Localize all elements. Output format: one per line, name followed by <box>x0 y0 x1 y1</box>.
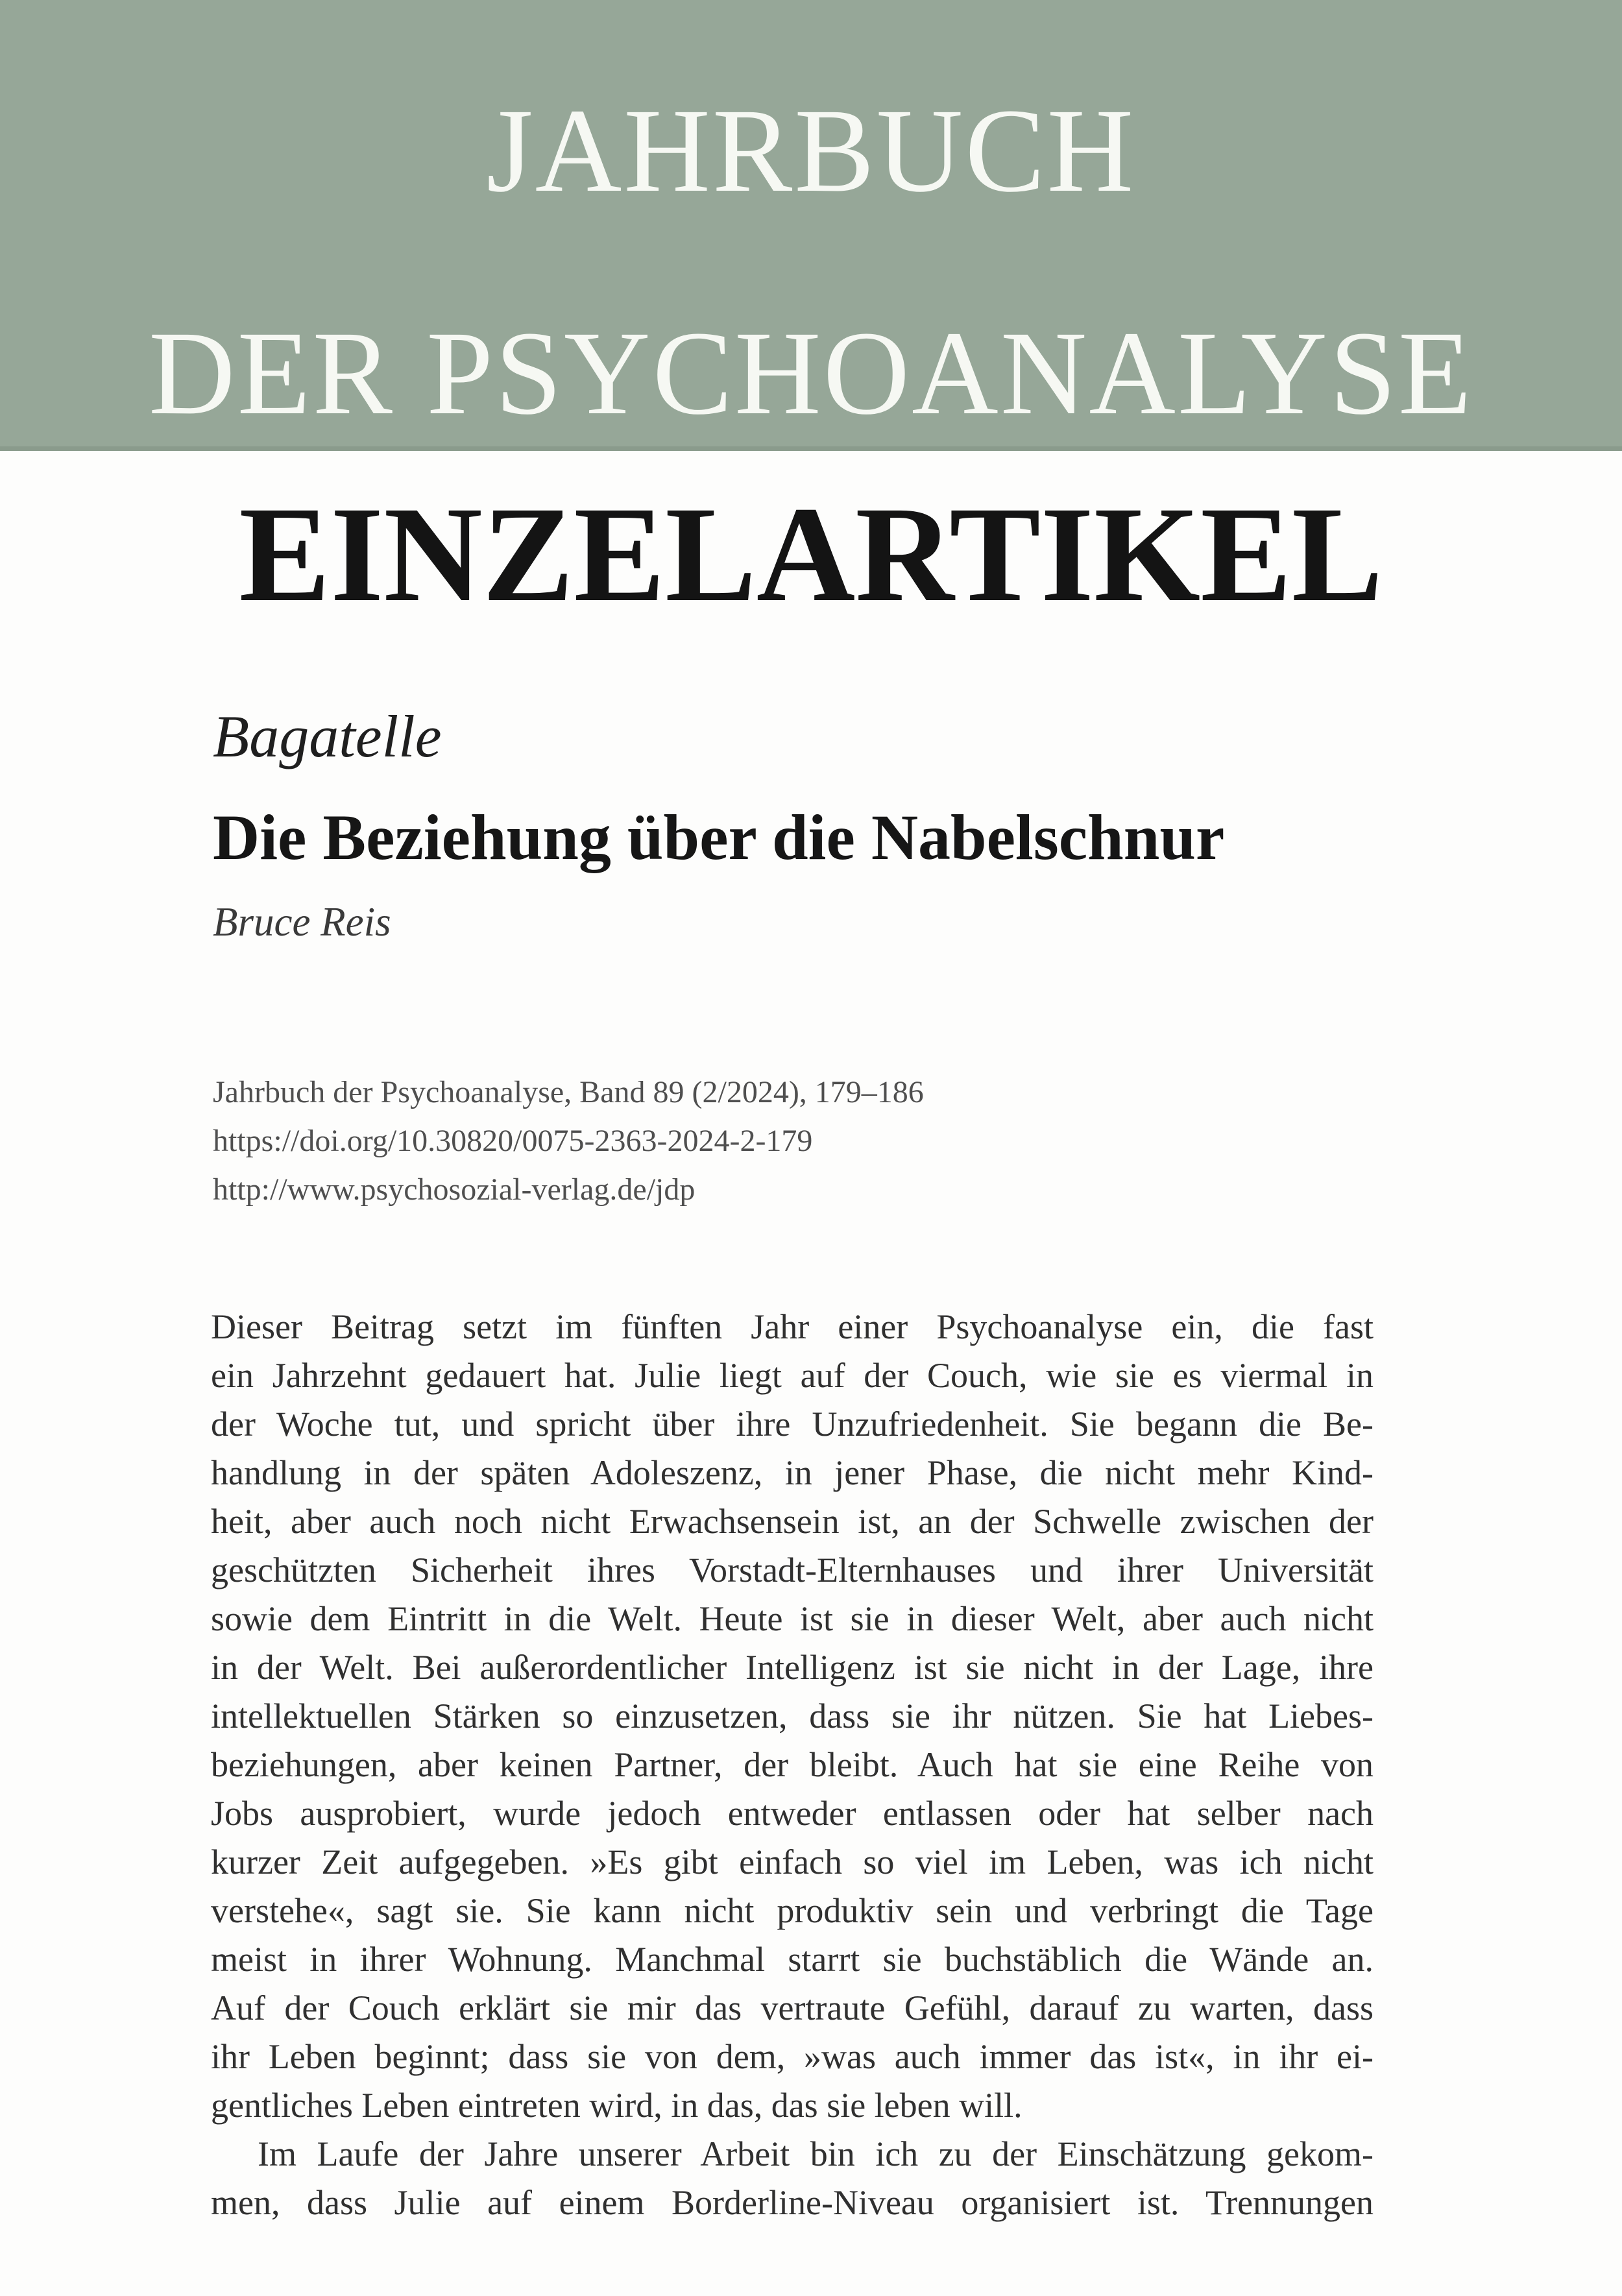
body-text-line: der Woche tut, und spricht über ihre Unzufriedenheit. Sie begann die Be- <box>211 1405 1374 1444</box>
body-text-line: handlung in der späten Adoleszenz, in jener Phase, die nicht mehr Kind- <box>211 1453 1374 1492</box>
body-text-line: geschützten Sicherheit ihres Vorstadt-Elternhauses und ihrer Universität <box>211 1551 1374 1589</box>
body-text-line: ihr Leben beginnt; dass sie von dem, »was auch immer das ist«, in ihr ei- <box>211 2037 1374 2076</box>
body-text-line: Im Laufe der Jahre unserer Arbeit bin ich zu der Einschätzung gekom- <box>258 2134 1374 2173</box>
journal-name-line-2: DER PSYCHOANALYSE <box>148 307 1473 440</box>
citation-reference: Jahrbuch der Psychoanalyse, Band 89 (2/2024), 179–186 <box>213 1075 924 1109</box>
article-title: Die Beziehung über die Nabelschnur <box>213 801 1225 873</box>
article-series-title: Bagatelle <box>213 703 442 769</box>
journal-name-line-1: JAHRBUCH <box>486 84 1136 217</box>
body-text-line: beziehungen, aber keinen Partner, der bleibt. Auch hat sie eine Reihe von <box>211 1745 1374 1784</box>
body-text-line: gentliches Leben eintreten wird, in das, das sie leben will. <box>211 2086 1023 2125</box>
body-text-line: Auf der Couch erklärt sie mir das vertraute Gefühl, darauf zu warten, dass <box>211 1988 1374 2027</box>
body-text-line: men, dass Julie auf einem Borderline-Niveau organisiert ist. Trennungen <box>211 2183 1374 2222</box>
article-author: Bruce Reis <box>213 899 391 945</box>
body-text-line: Jobs ausprobiert, wurde jedoch entweder entlassen oder hat selber nach <box>211 1794 1374 1833</box>
body-text-line: kurzer Zeit aufgegeben. »Es gibt einfach so viel im Leben, was ich nicht <box>211 1843 1374 1881</box>
citation-block <box>213 1068 924 1214</box>
body-text-line: in der Welt. Bei außerordentlicher Intelligenz ist sie nicht in der Lage, ihre <box>211 1648 1374 1687</box>
body-text-line: intellektuellen Stärken so einzusetzen, dass sie ihr nützen. Sie hat Liebes- <box>211 1697 1374 1735</box>
journal-banner <box>0 0 1622 451</box>
body-text-line: verstehe«, sagt sie. Sie kann nicht produktiv sein und verbringt die Tage <box>211 1891 1374 1930</box>
article-body <box>211 1303 1374 2227</box>
body-text-line: sowie dem Eintritt in die Welt. Heute ist sie in dieser Welt, aber auch nicht <box>211 1599 1374 1638</box>
section-heading: EINZELARTIKEL <box>239 478 1383 630</box>
body-text-line: meist in ihrer Wohnung. Manchmal starrt sie buchstäblich die Wände an. <box>211 1940 1374 1979</box>
body-text-line: heit, aber auch noch nicht Erwachsensein ist, an der Schwelle zwischen der <box>211 1502 1374 1541</box>
body-text-line: ein Jahrzehnt gedauert hat. Julie liegt auf der Couch, wie sie es viermal in <box>211 1356 1374 1395</box>
publisher-link-text: http://www.psychosozial-verlag.de/jdp <box>213 1172 696 1207</box>
body-text-line: Dieser Beitrag setzt im fünften Jahr einer Psychoanalyse ein, die fast <box>211 1307 1374 1346</box>
doi-link-text: https://doi.org/10.30820/0075-2363-2024-2-179 <box>213 1124 813 1158</box>
